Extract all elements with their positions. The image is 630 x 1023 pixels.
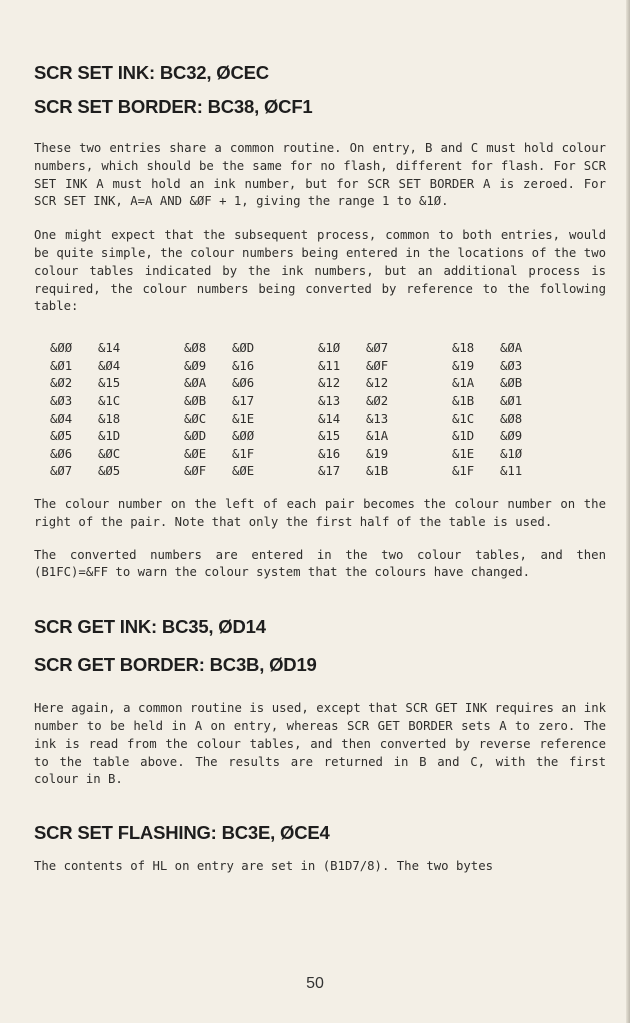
table-cell-right: &14: [98, 341, 121, 356]
table-cell-right: &17: [232, 393, 255, 408]
table-cell-left: &ØC: [184, 411, 207, 426]
table-cell-right: &1E: [232, 411, 255, 426]
page-content: [34, 62, 606, 876]
table-cell-left: &1D: [452, 429, 475, 444]
table-row: [50, 393, 586, 411]
table-cell-right: &Ø7: [366, 341, 389, 356]
table-cell-right: &Ø6: [232, 376, 255, 391]
table-cell-left: &19: [452, 358, 475, 373]
table-cell-right: &Ø5: [98, 464, 121, 479]
table-cell-left: &Ø9: [184, 358, 207, 373]
conversion-table: [50, 340, 586, 481]
page-edge: [626, 0, 630, 1023]
paragraph-5: Here again, a common routine is used, except that SCR GET INK requires an ink number to be held in A on entry, whereas SCR GET BORDER sets A to zero. The ink is read from the colour tables, and then converted by reverse reference to the table above. The results are returned in B and C, with the first colour in B.: [34, 701, 606, 787]
table-cell-right: &ØD: [232, 341, 255, 356]
table-cell-left: &Ø6: [50, 446, 73, 461]
paragraph-6: The contents of HL on entry are set in (B1D7/8). The two bytes: [34, 859, 494, 874]
table-row: [50, 375, 586, 393]
table-cell-right: &1B: [366, 464, 389, 479]
table-cell-left: &ØB: [184, 393, 207, 408]
table-cell-right: &ØF: [366, 358, 389, 373]
table-cell-right: &Ø4: [98, 358, 121, 373]
table-cell-left: &Ø1: [50, 358, 73, 373]
table-cell-left: &Ø8: [184, 341, 207, 356]
table-cell-left: &ØE: [184, 446, 207, 461]
table-cell-right: &Ø1: [500, 393, 523, 408]
table-cell-left: &Ø5: [50, 429, 73, 444]
table-cell-left: &1Ø: [318, 341, 341, 356]
table-cell-right: &1D: [98, 429, 121, 444]
table-row: [50, 340, 586, 358]
table-cell-right: &16: [232, 358, 255, 373]
table-cell-left: &12: [318, 376, 341, 391]
table-cell-right: &1Ø: [500, 446, 523, 461]
table-cell-right: &ØØ: [232, 429, 255, 444]
table-cell-left: &Ø4: [50, 411, 73, 426]
table-row: [50, 358, 586, 376]
table-cell-left: &15: [318, 429, 341, 444]
set-border-heading: SCR SET BORDER: BC38, ØCF1: [34, 96, 313, 117]
paragraph-4: The converted numbers are entered in the two colour tables, and then (B1FC)=&FF to warn the colour system that the colours have changed.: [34, 547, 606, 580]
table-cell-left: &1F: [452, 464, 475, 479]
table-cell-right: &Ø9: [500, 429, 523, 444]
table-cell-left: &13: [318, 393, 341, 408]
paragraph-1: These two entries share a common routine. On entry, B and C must hold colour numbers, which should be the same for no flash, different for flash. For SCR SET INK A must hold an ink number, but for SCR SET BORDER A is zeroed. For SCR SET INK, A=A AND &ØF + 1, giving the range 1 to &1Ø.: [34, 141, 606, 209]
table-cell-left: &ØA: [184, 376, 207, 391]
table-cell-right: &Ø3: [500, 358, 523, 373]
table-cell-left: &1A: [452, 376, 475, 391]
table-cell-left: &Ø3: [50, 393, 73, 408]
table-row: [50, 411, 586, 429]
table-cell-left: &Ø7: [50, 464, 73, 479]
table-row: [50, 428, 586, 446]
table-cell-right: &1C: [98, 393, 121, 408]
table-cell-left: &ØD: [184, 429, 207, 444]
table-cell-right: &15: [98, 376, 121, 391]
get-ink-heading: SCR GET INK: BC35, ØD14: [34, 616, 266, 638]
table-cell-right: &1A: [366, 429, 389, 444]
table-cell-right: &12: [366, 376, 389, 391]
table-cell-left: &1B: [452, 393, 475, 408]
table-cell-left: &17: [318, 464, 341, 479]
table-cell-right: &19: [366, 446, 389, 461]
table-cell-left: &ØF: [184, 464, 207, 479]
table-cell-left: &1E: [452, 446, 475, 461]
table-cell-right: &ØA: [500, 341, 523, 356]
table-cell-left: &11: [318, 358, 341, 373]
table-cell-right: &ØB: [500, 376, 523, 391]
table-cell-right: &ØE: [232, 464, 255, 479]
table-cell-right: &Ø2: [366, 393, 389, 408]
table-cell-right: &11: [500, 464, 523, 479]
set-ink-heading: SCR SET INK: BC32, ØCEC: [34, 62, 269, 83]
table-cell-right: &ØC: [98, 446, 121, 461]
page-number: 50: [306, 975, 324, 992]
table-row: [50, 446, 586, 464]
table-cell-right: &18: [98, 411, 121, 426]
table-cell-left: &18: [452, 341, 475, 356]
table-cell-right: &1F: [232, 446, 255, 461]
table-row: [50, 463, 586, 481]
table-cell-left: &Ø2: [50, 376, 73, 391]
set-flashing-heading: SCR SET FLASHING: BC3E, ØCE4: [34, 822, 330, 844]
table-cell-right: &13: [366, 411, 389, 426]
table-cell-left: &16: [318, 446, 341, 461]
get-border-heading: SCR GET BORDER: BC3B, ØD19: [34, 654, 317, 676]
table-cell-left: &ØØ: [50, 341, 73, 356]
table-cell-left: &1C: [452, 411, 475, 426]
paragraph-3: The colour number on the left of each pair becomes the colour number on the right of the pair. Note that only the first half of the table is used.: [34, 496, 606, 529]
table-cell-left: &14: [318, 411, 341, 426]
paragraph-2: One might expect that the subsequent process, common to both entries, would be quite simple, the colour numbers being entered in the locations of the two colour tables indicated by the ink numbers, but an additional process is required, the colour numbers being converted by reference to the following table:: [34, 228, 606, 314]
table-cell-right: &Ø8: [500, 411, 523, 426]
